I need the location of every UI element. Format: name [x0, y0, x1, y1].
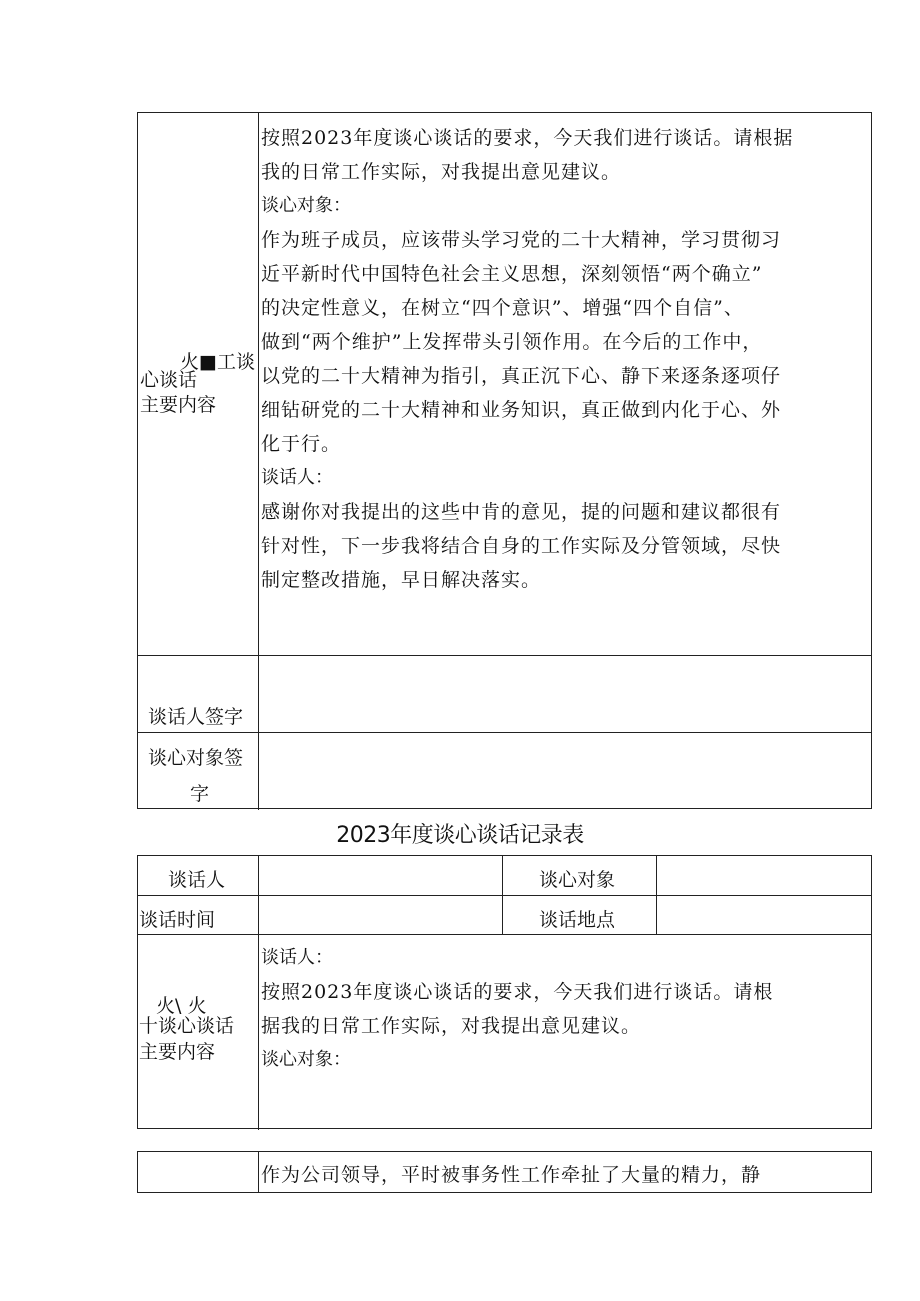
content-label-mid: 十谈心谈话: [139, 1015, 235, 1037]
place-field[interactable]: [656, 896, 871, 934]
content-label-top: 火■工谈: [180, 351, 255, 373]
speaker-line: 感谢你对我提出的这些中肯的意见，提的问题和建议都很有: [261, 501, 782, 523]
target-line: 的决定性意义，在树立“四个意识”、增强“四个自信”、: [261, 297, 744, 319]
time-label-cell: [138, 896, 258, 934]
target-label: 谈心对象: [539, 869, 616, 891]
content-line: 作为公司领导，平时被事务性工作牵扯了大量的精力，静: [261, 1164, 762, 1186]
intro-line: 据我的日常工作实际，对我提出意见建议。: [261, 1015, 642, 1037]
place-label: 谈话地点: [539, 909, 616, 931]
talk-record-table-continued: [137, 112, 872, 809]
intro-line: 按照2023年度谈心谈话的要求，今天我们进行谈话。请根: [261, 981, 774, 1003]
time-label: 谈话时间: [139, 909, 216, 931]
speaker-signature-row: [138, 655, 871, 732]
speaker-signature-label: 谈话人签字: [148, 706, 244, 728]
main-content-label-cell: [138, 935, 258, 1130]
record-form-title: 2023年度谈心谈话记录表: [336, 823, 584, 848]
content-label-bottom: 主要内容: [140, 394, 217, 416]
target-heading: 谈心对象：: [261, 1049, 351, 1070]
content-label-bottom: 主要内容: [139, 1041, 216, 1063]
speaker-line: 制定整改措施，早日解决落实。: [261, 569, 542, 591]
target-line: 近平新时代中国特色社会主义思想，深刻领悟“两个确立”: [261, 263, 763, 285]
speaker-line: 针对性，下一步我将结合自身的工作实际及分管领域，尽快: [261, 535, 782, 557]
time-place-row: [138, 895, 871, 934]
speaker-field[interactable]: [258, 856, 502, 895]
target-line: 化于行。: [261, 433, 342, 455]
speaker-heading: 谈话人：: [261, 947, 333, 968]
main-content-text-cell: [258, 113, 871, 655]
main-content-row: [138, 934, 871, 1130]
target-signature-label-cell: [138, 733, 258, 810]
content-label-top: 火\ 火: [156, 995, 207, 1017]
target-line: 作为班子成员，应该带头学习党的二十大精神，学习贯彻习: [261, 229, 782, 251]
main-content-label-cell: [138, 113, 258, 655]
target-heading: 谈心对象：: [261, 195, 351, 216]
intro-line: 我的日常工作实际，对我提出意见建议。: [261, 161, 622, 183]
talk-record-table-next-page: [137, 1151, 872, 1193]
speaker-label: 谈话人: [168, 869, 226, 891]
main-content-label-cell: [138, 1152, 258, 1192]
main-content-text-cell: [258, 1152, 871, 1192]
target-label-cell: [502, 856, 656, 895]
time-field[interactable]: [258, 896, 502, 934]
intro-line: 按照2023年度谈心谈话的要求，今天我们进行谈话。请根据: [261, 127, 794, 149]
main-content-text-cell: [258, 935, 871, 1130]
content-text: [261, 941, 869, 1077]
content-label-mid: 心谈话: [140, 369, 198, 391]
target-signature-field[interactable]: [258, 733, 871, 810]
place-label-cell: [502, 896, 656, 934]
speaker-label-cell: [138, 856, 258, 895]
target-signature-label-line2: 字: [190, 783, 210, 805]
target-signature-row: [138, 732, 871, 810]
speaker-signature-field[interactable]: [258, 656, 871, 732]
target-line: 做到“两个维护”上发挥带头引领作用。在今后的工作中，: [261, 331, 763, 353]
speaker-target-row: [138, 856, 871, 895]
speaker-signature-label-cell: [138, 656, 258, 732]
content-text: [261, 121, 869, 597]
speaker-heading: 谈话人：: [261, 467, 333, 488]
target-field[interactable]: [656, 856, 871, 895]
main-content-row: [138, 1152, 871, 1192]
main-content-row: [138, 113, 871, 655]
talk-record-table: [137, 855, 872, 1129]
target-line: 细钻研党的二十大精神和业务知识，真正做到内化于心、外: [261, 399, 782, 421]
target-line: 以党的二十大精神为指引，真正沉下心、静下来逐条逐项仔: [261, 365, 782, 387]
target-signature-label-line1: 谈心对象签: [148, 747, 244, 769]
